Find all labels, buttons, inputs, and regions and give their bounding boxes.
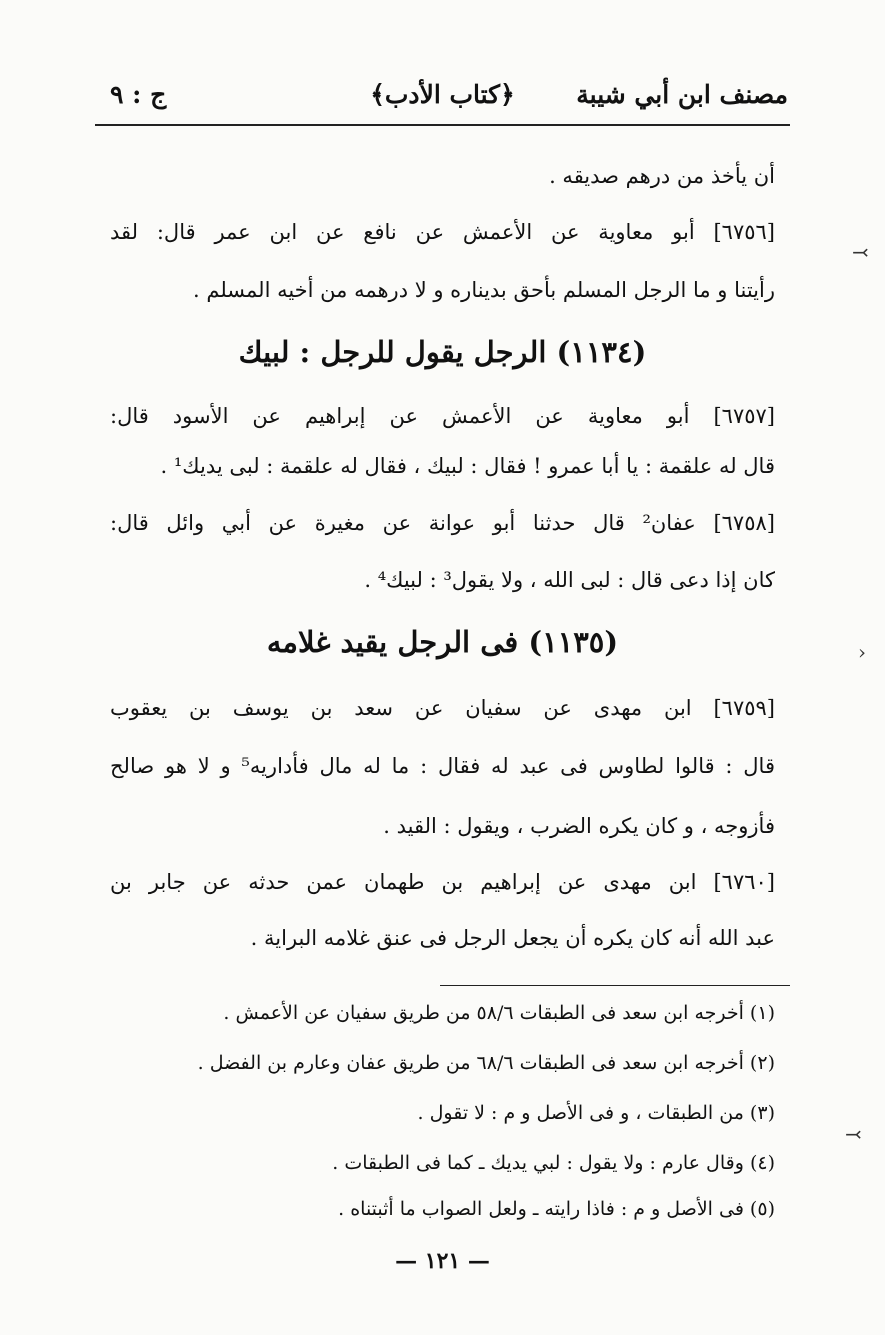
chapter-title: ﴿كتاب الأدب﴾	[370, 80, 515, 109]
text-line: رأيتنا و ما الرجل المسلم بأحق بديناره و لا درهمه من أخيه المسلم .	[193, 278, 775, 302]
section-heading: (١١٣٤) الرجل يقول للرجل : لبيك	[238, 335, 647, 369]
text-line: أن يأخذ من درهم صديقه .	[549, 164, 775, 188]
page-number: — ١٢١ —	[395, 1248, 490, 1274]
header-rule	[95, 124, 790, 126]
text-line: قال : قالوا لطاوس فى عبد له فقال : ما له مال فأداريه⁵ و لا هو صالح	[110, 754, 775, 778]
footnote-rule	[440, 985, 790, 986]
text-line: [٦٧٥٦] أبو معاوية عن الأعمش عن نافع عن ابن عمر قال: لقد	[110, 220, 775, 244]
text-line: [٦٧٦٠] ابن مهدى عن إبراهيم بن طهمان عمن حدثه عن جابر بن	[110, 870, 775, 894]
text-line: كان إذا دعى قال : لبى الله ، ولا يقول³ : لبيك⁴ .	[364, 568, 775, 592]
text-line: فأزوجه ، و كان يكره الضرب ، ويقول : القيد .	[383, 814, 775, 838]
footnote: (١) أخرجه ابن سعد فى الطبقات ٥٨/٦ من طريق سفيان عن الأعمش .	[223, 1002, 775, 1024]
text-line: [٦٧٥٨] عفان² قال حدثنا أبو عوانة عن مغيرة عن أبي وائل قال:	[110, 511, 775, 535]
section-heading: (١١٣٥) فى الرجل يقيد غلامه	[266, 625, 619, 659]
margin-mark-icon: ⤙	[845, 1122, 862, 1146]
book-title: مصنف ابن أبي شيبة	[576, 80, 788, 109]
volume-number: ج : ٩	[110, 80, 167, 109]
footnote: (٢) أخرجه ابن سعد فى الطبقات ٦٨/٦ من طريق عفان وعارم بن الفضل .	[197, 1052, 775, 1074]
text-line: عبد الله أنه كان يكره أن يجعل الرجل فى عنق غلامه البراية .	[250, 926, 775, 950]
text-line: [٦٧٥٧] أبو معاوية عن الأعمش عن إبراهيم عن الأسود قال:	[110, 404, 775, 428]
margin-mark-icon: ⤙	[852, 240, 869, 264]
footnote: (٤) وقال عارم : ولا يقول : لبي يديك ـ كما فى الطبقات .	[332, 1152, 775, 1174]
text-line: [٦٧٥٩] ابن مهدى عن سفيان عن سعد بن يوسف بن يعقوب	[110, 696, 775, 720]
text-line: قال له علقمة : يا أبا عمرو ! فقال : لبيك ، فقال له علقمة : لبى يديك¹ .	[160, 454, 775, 478]
footnote: (٣) من الطبقات ، و فى الأصل و م : لا تقول .	[417, 1102, 775, 1124]
footnote: (٥) فى الأصل و م : فاذا رايته ـ ولعل الصواب ما أثبتناه .	[338, 1198, 775, 1220]
margin-mark-icon: ›	[858, 640, 866, 664]
